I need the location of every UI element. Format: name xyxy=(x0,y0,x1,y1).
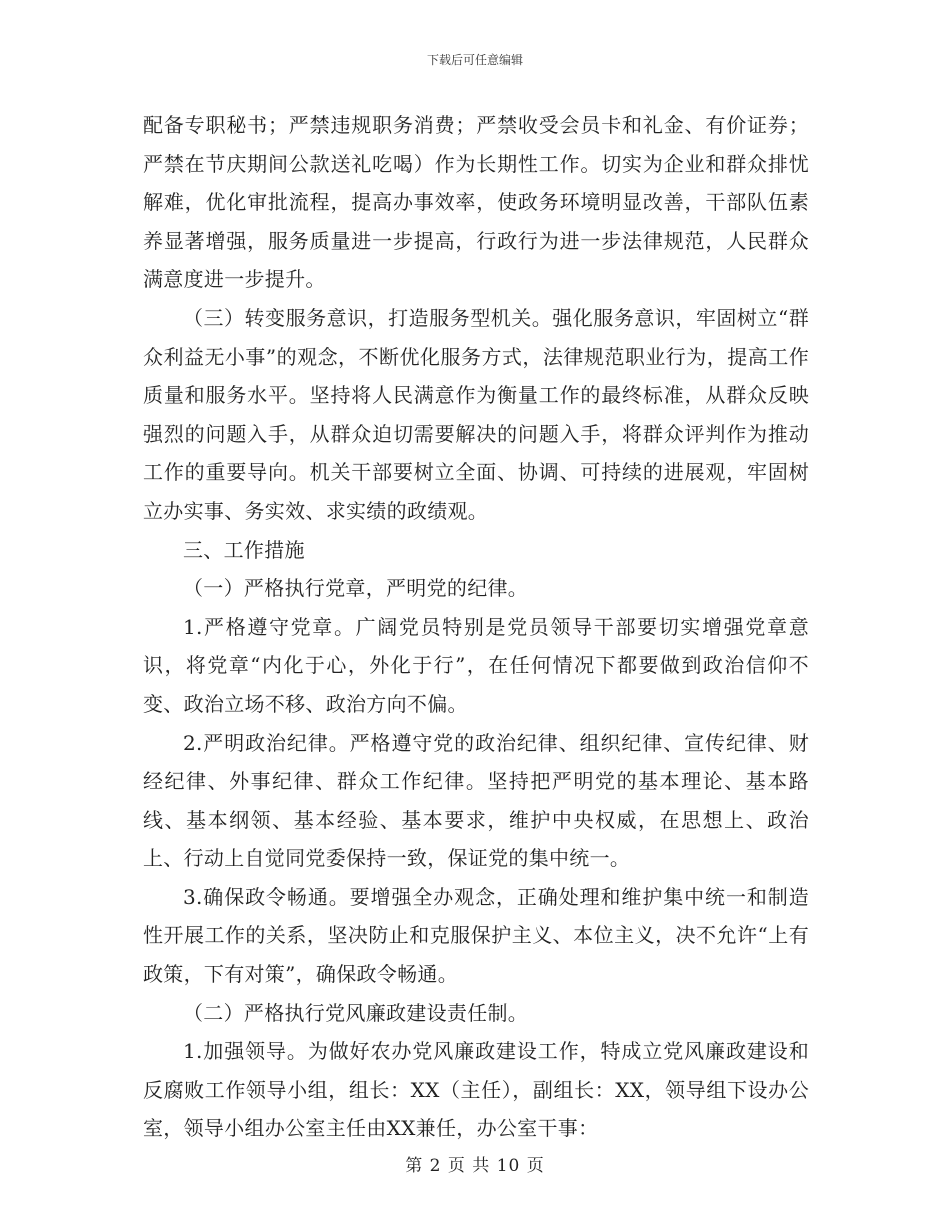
paragraph: 配备专职秘书；严禁违规职务消费；严禁收受会员卡和礼金、有价证券；严禁在节庆期间公款送礼吃喝）作为长期性工作。切实为企业和群众排忧解难，优化审批流程，提高办事效率，使政务环境明显改善，干部队伍素养显著增强，服务质量进一步提高，行政行为进一步法律规范，人民群众满意度进一步提升。 xyxy=(143,113,809,292)
section-heading: 三、工作措施 xyxy=(183,537,305,562)
document-body xyxy=(143,106,809,1148)
paragraph: 1.加强领导。为做好农办党风廉政建设工作，特成立党风廉政建设和反腐败工作领导小组，组长：XX（主任），副组长：XX，领导组下设办公室，领导小组办公室主任由XX兼任，办公室干事： xyxy=(143,1039,809,1141)
paragraph: 3.确保政令畅通。要增强全办观念，正确处理和维护集中统一和制造性开展工作的关系，坚决防止和克服保护主义、本位主义，决不允许“上有政策，下有对策”，确保政令畅通。 xyxy=(143,884,809,987)
page-header: 下载后可任意编辑 xyxy=(426,53,523,67)
subsection-heading: （一）严格执行党章，严明党的纪律。 xyxy=(183,576,529,601)
page-number: 第 2 页 共 10 页 xyxy=(405,1156,545,1176)
paragraph: 2.严明政治纪律。严格遵守党的政治纪律、组织纪律、宣传纪律、财经纪律、外事纪律、群众工作纪律。坚持把严明党的基本理论、基本路线、基本纲领、基本经验、基本要求，维护中央权威，在思想上、政治上、行动上自觉同党委保持一致，保证党的集中统一。 xyxy=(143,730,809,871)
subsection-heading: （二）严格执行党风廉政建设责任制。 xyxy=(183,1000,529,1025)
paragraph: （三）转变服务意识，打造服务型机关。强化服务意识，牢固树立“群众利益无小事”的观念，不断优化服务方式，法律规范职业行为，提高工作质量和服务水平。坚持将人民满意作为衡量工作的最终标准，从群众反映强烈的问题入手，从群众迫切需要解决的问题入手，将群众评判作为推动工作的重要导向。机关干部要树立全面、协调、可持续的进展观，牢固树立办实事、务实效、求实绩的政绩观。 xyxy=(143,305,809,523)
paragraph: 1.严格遵守党章。广阔党员特别是党员领导干部要切实增强党章意识，将党章“内化于心，外化于行”，在任何情况下都要做到政治信仰不变、政治立场不移、政治方向不偏。 xyxy=(143,614,809,716)
